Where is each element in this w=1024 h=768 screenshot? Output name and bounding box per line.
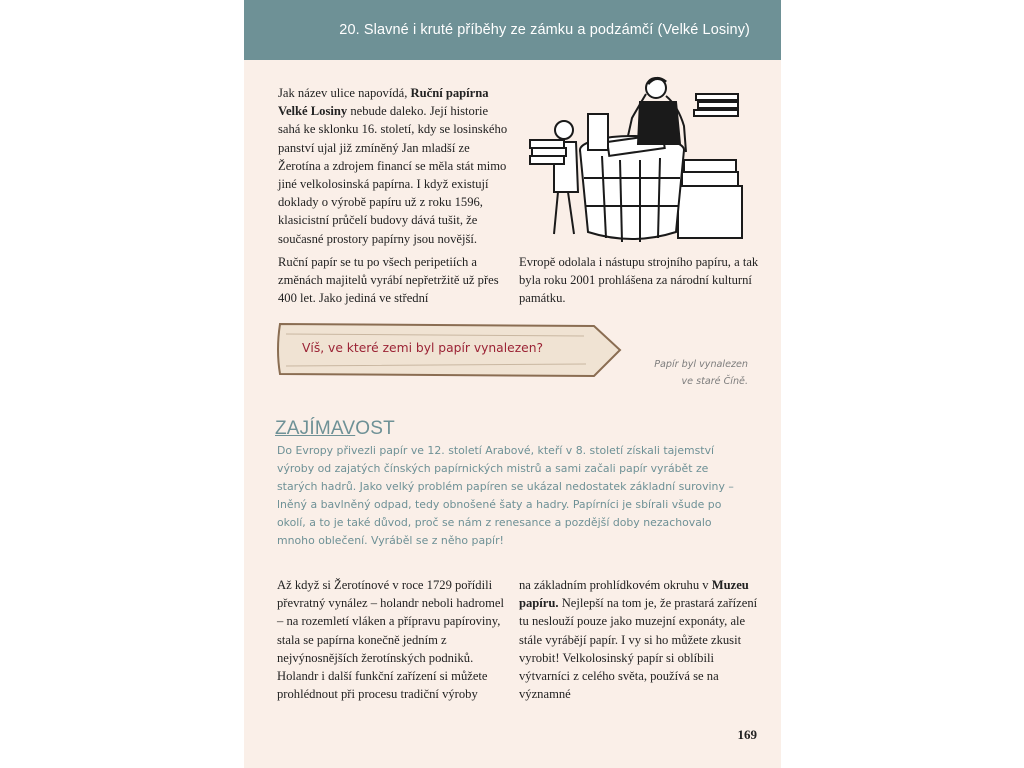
zajimavost-heading-underlined: ZAJÍMAV <box>275 418 356 439</box>
quiz-question: Víš, ve které zemi byl papír vynalezen? <box>302 341 544 355</box>
text-column-1-bottom <box>278 253 510 308</box>
paragraph-rest: nebude daleko. Její historie sahá ke sklonku 16. století, kdy se losinského panství ujal již zmíněný Jan mladší ze Žerotína a zdrojem financí se měla stát mimo jiné velkolosinská papírna. I když existují doklady o výrobě papíru už z roku 1596, klasicistní průčelí budovy dává tušit, že současné prostory papírny jsou novější. <box>278 104 508 246</box>
paragraph-holandr: Až když si Žerotínové v roce 1729 pořídili převratný vynález – holandr neboli hadromel – na rozemletí vláken a přípravu papíroviny, stala se papírna konečně jedním z nejvýnosnějších žerotínských podniků. Holandr i další funkční zařízení si můžete prohlédnout při procesu tradiční výroby <box>277 578 504 702</box>
zajimavost-heading <box>275 418 395 440</box>
chapter-header-bar <box>244 0 781 60</box>
zajimavost-heading-rest: OST <box>355 418 395 439</box>
book-page <box>244 0 781 768</box>
text-column-3 <box>277 576 512 703</box>
paragraph-museum-rest: Nejlepší na tom je, že prastará zařízení tu neslouží pouze jako muzejní exponáty, ale stále vyrábějí papír. I vy si ho můžete zkusit vyrobit! Velkolosinský papír si oblíbili výtvarníci z celého světa, používá se na významné <box>519 596 758 702</box>
paragraph-museum-lead: na základním prohlídkovém okruhu v <box>519 578 712 592</box>
papirna-name: Ruční papírna Velké Losiny <box>278 86 489 119</box>
quiz-answer <box>654 357 748 390</box>
page-number: 169 <box>737 727 757 742</box>
paragraph-continuation: Evropě odolala i nástupu strojního papíru, a tak byla roku 2001 prohlášena za národní kulturní památku. <box>519 255 759 306</box>
papermaker-woodcut-illustration <box>528 74 752 246</box>
paragraph-lead: Jak název ulice napovídá, <box>278 86 411 100</box>
chapter-title: 20. Slavné i kruté příběhy ze zámku a podzámčí (Velké Losiny) <box>339 22 750 38</box>
quiz-answer-line-1: Papír byl vynalezen <box>654 359 748 370</box>
text-column-1-top <box>278 84 510 248</box>
quiz-answer-line-2: ve staré Číně. <box>681 375 748 387</box>
text-column-4 <box>519 576 759 703</box>
paragraph-2: Ruční papír se tu po všech peripetiích a změnách majitelů vyrábí nepřetržitě už přes 400 let. Jako jediná ve střední <box>278 255 499 306</box>
zajimavost-body: Do Evropy přivezli papír ve 12. století Arabové, kteří v 8. století získali tajemství výroby od zajatých čínských papírnických mistrů a sami začali papír vyrábět ze starých hadrů. Jako velký problém papíren se ukázal nedostatek základní suroviny – lněný a bavlněný odpad, tedy obnošené šaty a hadry. Papírníci je sbírali všude po okolí, a to je také důvod, proč se nám z renesance a pozdější doby nezachovalo mnoho oblečení. Vyráběl se z něho papír! <box>277 444 734 548</box>
museum-name: Muzeu papíru. <box>519 578 749 611</box>
text-column-2 <box>519 253 759 308</box>
